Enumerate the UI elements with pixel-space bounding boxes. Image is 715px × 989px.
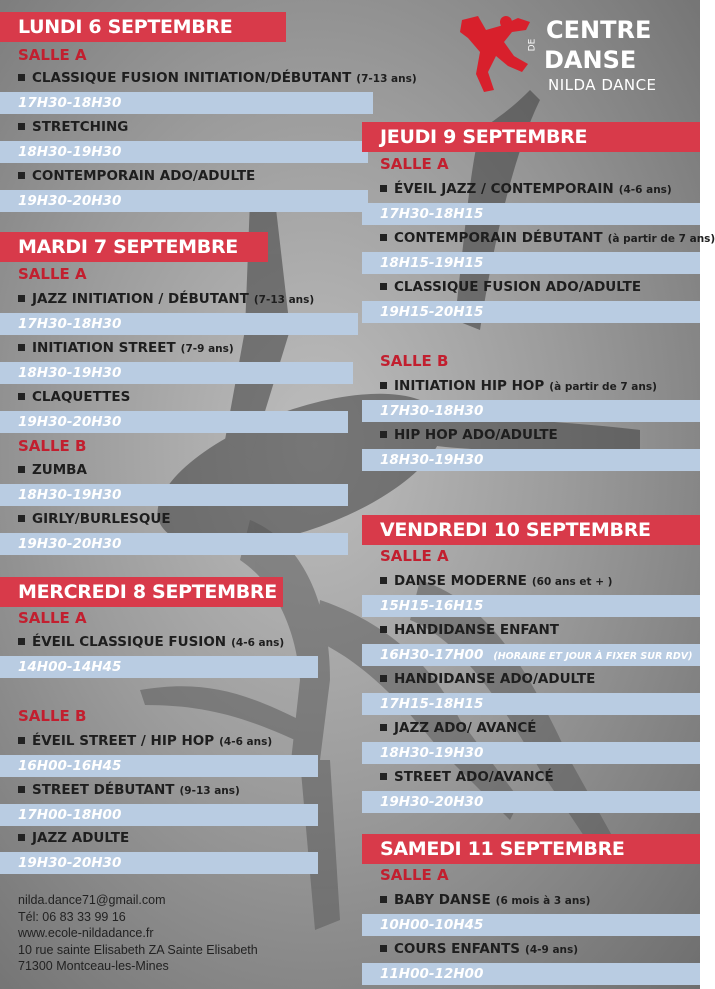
course-item — [362, 569, 612, 593]
time-slot: 17H15-18H15 — [362, 693, 700, 715]
course-name: JAZZ INITIATION / DÉBUTANT — [32, 291, 249, 307]
time-slot: 19H30-20H30 — [0, 411, 348, 433]
bullet-icon — [380, 626, 387, 633]
bullet-icon — [380, 773, 387, 780]
time-slot: 19H30-20H30 — [362, 791, 700, 813]
contact-address-line1: 10 rue sainte Elisabeth ZA Sainte Elisabeth — [18, 942, 258, 957]
course-note: (4-6 ans) — [618, 184, 672, 196]
room-label: SALLE A — [18, 265, 87, 283]
bullet-icon — [380, 945, 387, 952]
course-item — [362, 374, 657, 398]
time-slot: 16H00-16H45 — [0, 755, 318, 777]
course-note: (4-6 ans) — [231, 637, 285, 649]
course-name: CONTEMPORAIN DÉBUTANT — [394, 230, 603, 246]
bullet-icon — [380, 724, 387, 731]
course-item — [362, 716, 536, 740]
course-name: JAZZ ADULTE — [32, 830, 130, 846]
course-name: CLASSIQUE FUSION INITIATION/DÉBUTANT — [32, 70, 352, 86]
course-note: (7-9 ans) — [180, 343, 234, 355]
time-slot: 19H15-20H15 — [362, 301, 700, 323]
bullet-icon — [18, 834, 25, 841]
logo — [456, 12, 682, 98]
course-item — [0, 385, 130, 409]
contact-phone[interactable]: Tél: 06 83 33 99 16 — [18, 909, 126, 924]
course-item — [362, 618, 559, 642]
bullet-icon — [18, 295, 25, 302]
course-name: STREET DÉBUTANT — [32, 782, 175, 798]
logo-line1: CENTRE — [546, 16, 652, 44]
course-name: GIRLY/BURLESQUE — [32, 511, 171, 527]
bullet-icon — [18, 123, 25, 130]
bullet-icon — [380, 234, 387, 241]
room-label: SALLE A — [380, 547, 449, 565]
course-item — [362, 765, 554, 789]
bullet-icon — [380, 896, 387, 903]
course-note: (7-13 ans) — [253, 294, 315, 306]
course-name: DANSE MODERNE — [394, 573, 527, 589]
course-name: ÉVEIL CLASSIQUE FUSION — [32, 634, 227, 650]
course-note: (6 mois à 3 ans) — [495, 895, 591, 907]
course-name: CLASSIQUE FUSION ADO/ADULTE — [394, 279, 642, 295]
day-header-saturday: SAMEDI 11 SEPTEMBRE — [362, 834, 700, 864]
bullet-icon — [380, 382, 387, 389]
course-name: CONTEMPORAIN ADO/ADULTE — [32, 168, 256, 184]
bullet-icon — [18, 344, 25, 351]
bullet-icon — [18, 172, 25, 179]
course-item — [0, 458, 87, 482]
course-name: CLAQUETTES — [32, 389, 131, 405]
course-name: STRETCHING — [32, 119, 129, 135]
course-item — [0, 66, 417, 90]
course-item — [362, 667, 595, 691]
course-name: INITIATION HIP HOP — [394, 378, 545, 394]
course-item — [0, 115, 128, 139]
room-label: SALLE A — [18, 609, 87, 627]
bullet-icon — [380, 283, 387, 290]
contact-address-line2: 71300 Montceau-les-Mines — [18, 959, 169, 973]
bullet-icon — [380, 577, 387, 584]
time-slot: 17H00-18H00 — [0, 804, 318, 826]
course-note: (9-13 ans) — [179, 785, 240, 797]
course-name: ÉVEIL STREET / HIP HOP — [32, 733, 215, 749]
time-slot: 10H00-10H45 — [362, 914, 700, 936]
bullet-icon — [380, 675, 387, 682]
course-name: COURS ENFANTS — [394, 941, 521, 957]
time-slot: 17H30-18H15 — [362, 203, 700, 225]
course-item — [362, 226, 715, 250]
room-label: SALLE A — [380, 155, 449, 173]
time-slot: 17H30-18H30 — [0, 92, 373, 114]
course-item — [0, 826, 129, 850]
course-item — [0, 287, 314, 311]
course-item — [362, 275, 641, 299]
dancer-logo-icon — [456, 12, 540, 96]
time-slot-text: 16H30-17H00 — [380, 647, 484, 663]
room-label: SALLE B — [18, 437, 87, 455]
day-header-monday: LUNDI 6 SEPTEMBRE — [0, 12, 286, 42]
course-item — [362, 888, 590, 912]
time-slot-note: (HORAIRE ET JOUR À FIXER SUR RDV) — [493, 651, 693, 662]
room-label: SALLE B — [18, 707, 87, 725]
contact-email[interactable]: nilda.dance71@gmail.com — [18, 893, 166, 907]
time-slot: 18H30-19H30 — [0, 141, 368, 163]
course-item — [362, 937, 578, 961]
bullet-icon — [18, 466, 25, 473]
logo-de: DE — [527, 38, 538, 52]
time-slot: 17H30-18H30 — [0, 313, 358, 335]
course-item — [0, 630, 284, 654]
course-name: ÉVEIL JAZZ / CONTEMPORAIN — [394, 181, 614, 197]
course-name: BABY DANSE — [394, 892, 491, 908]
course-name: STREET ADO/AVANCÉ — [394, 769, 554, 785]
course-item — [0, 507, 171, 531]
course-item — [0, 164, 255, 188]
time-slot — [362, 644, 700, 666]
time-slot: 19H30-20H30 — [0, 533, 348, 555]
day-header-tuesday: MARDI 7 SEPTEMBRE — [0, 232, 268, 262]
time-slot: 18H30-19H30 — [362, 449, 700, 471]
course-name: ZUMBA — [32, 462, 87, 478]
time-slot: 18H30-19H30 — [0, 362, 353, 384]
time-slot: 14H00-14H45 — [0, 656, 318, 678]
time-slot: 18H30-19H30 — [0, 484, 348, 506]
course-item — [362, 423, 558, 447]
time-slot: 18H30-19H30 — [362, 742, 700, 764]
time-slot: 18H15-19H15 — [362, 252, 700, 274]
course-note: (4-9 ans) — [525, 944, 579, 956]
bullet-icon — [18, 737, 25, 744]
time-slot: 11H00-12H00 — [362, 963, 700, 985]
course-note: (4-6 ans) — [219, 736, 273, 748]
course-note: (7-13 ans) — [356, 73, 417, 85]
course-item — [362, 177, 672, 201]
course-name: HIP HOP ADO/ADULTE — [394, 427, 558, 443]
course-item — [0, 729, 272, 753]
course-note: (à partir de 7 ans) — [607, 233, 715, 245]
logo-line2: DANSE — [544, 46, 637, 74]
contact-block — [18, 892, 258, 975]
day-header-friday: VENDREDI 10 SEPTEMBRE — [362, 515, 700, 545]
course-item — [0, 336, 234, 360]
course-name: HANDIDANSE ADO/ADULTE — [394, 671, 596, 687]
day-header-wednesday: MERCREDI 8 SEPTEMBRE — [0, 577, 283, 607]
day-header-thursday: JEUDI 9 SEPTEMBRE — [362, 122, 700, 152]
bullet-icon — [18, 74, 25, 81]
time-slot: 19H30-20H30 — [0, 852, 318, 874]
course-item — [0, 778, 240, 802]
course-name: JAZZ ADO/ AVANCÉ — [394, 720, 537, 736]
logo-line3: NILDA DANCE — [548, 76, 657, 94]
room-label: SALLE B — [380, 352, 449, 370]
time-slot: 19H30-20H30 — [0, 190, 368, 212]
bullet-icon — [18, 786, 25, 793]
time-slot: 17H30-18H30 — [362, 400, 700, 422]
course-name: INITIATION STREET — [32, 340, 176, 356]
course-note: (60 ans et + ) — [531, 576, 613, 588]
room-label: SALLE A — [380, 866, 449, 884]
bullet-icon — [380, 185, 387, 192]
bullet-icon — [18, 638, 25, 645]
bullet-icon — [18, 393, 25, 400]
contact-website[interactable]: www.ecole-nildadance.fr — [18, 926, 154, 940]
room-label: SALLE A — [18, 46, 87, 64]
course-name: HANDIDANSE ENFANT — [394, 622, 560, 638]
course-note: (à partir de 7 ans) — [549, 381, 657, 393]
bullet-icon — [18, 515, 25, 522]
time-slot: 15H15-16H15 — [362, 595, 700, 617]
bullet-icon — [380, 431, 387, 438]
